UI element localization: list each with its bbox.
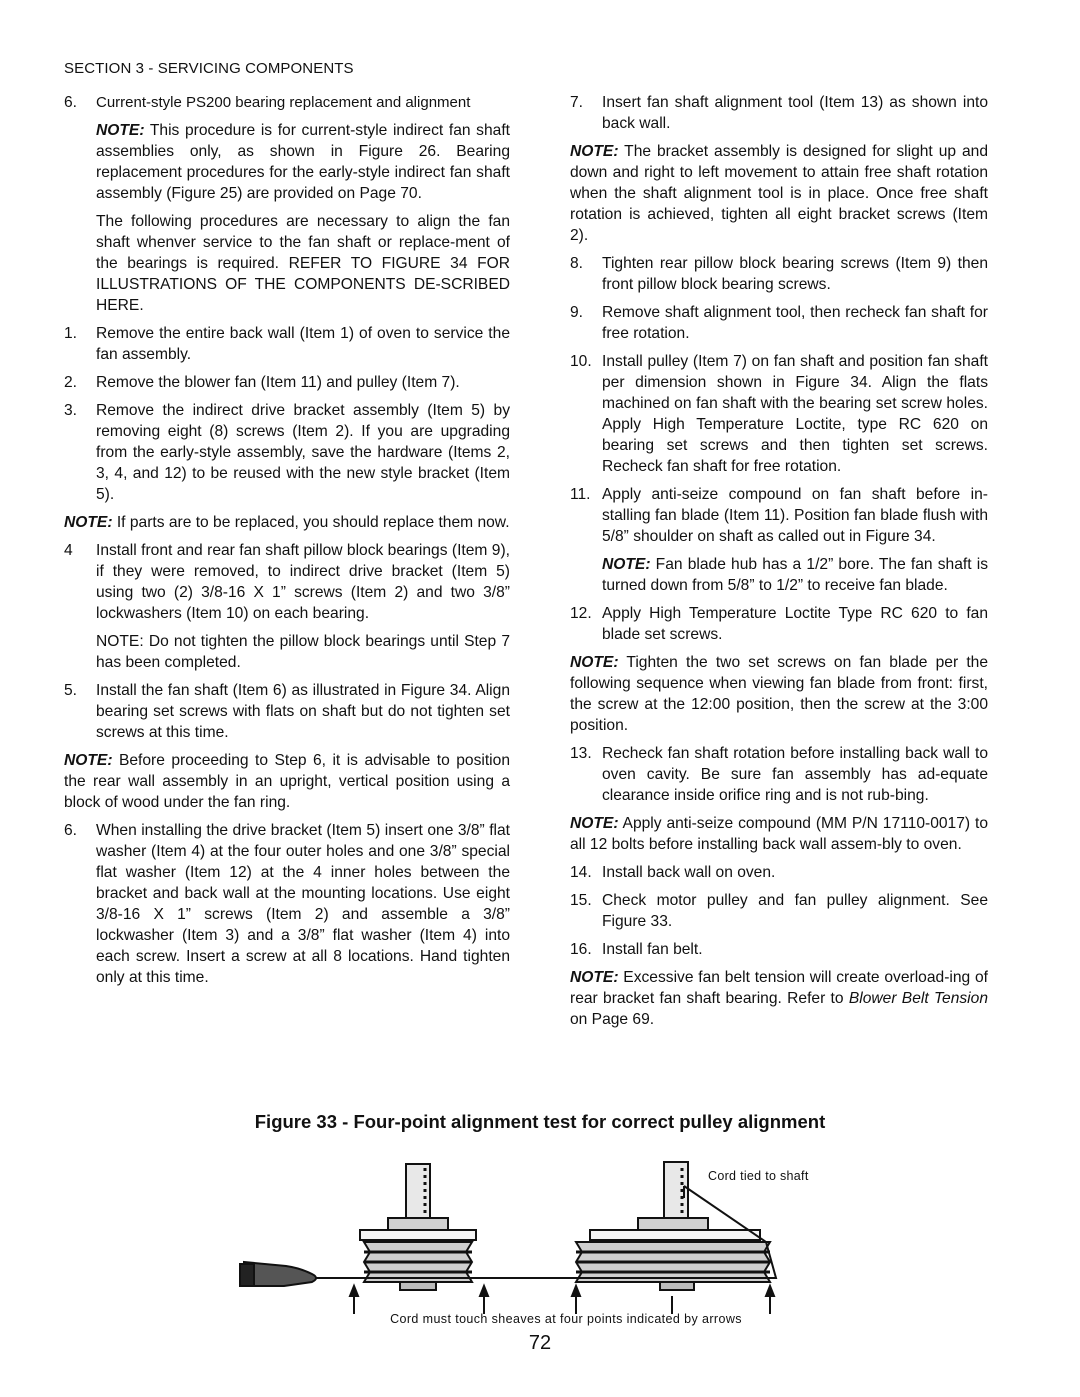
paragraph: The following procedures are necessary to align the fan shaft whenver service to the fan shaft or replace-ment of the bearings is required. REFER TO FIGURE 34 FOR ILLUSTRATIONS OF THE COMPONENTS DE-SCRIBED HERE. [96, 213, 510, 314]
note-text: Tighten the two set screws on fan blade per the following sequence when viewing fan blade from front: first, the screw at the 12:00 position, then the screw at the 3:00 position. [570, 654, 988, 734]
left-column [64, 92, 510, 995]
step-text: Remove the blower fan (Item 11) and pulley (Item 7). [96, 374, 460, 391]
note [570, 813, 988, 855]
step-text: Apply High Temperature Loctite Type RC 620 to fan blade set screws. [602, 605, 988, 643]
note-text: Apply anti-seize compound (MM P/N 17110-0017) to all 12 bolts before installing back wall assem-bly to oven. [570, 815, 988, 853]
cord-label: Cord tied to shaft [708, 1169, 809, 1183]
step-text: Install back wall on oven. [602, 864, 776, 881]
step-item [570, 890, 988, 932]
step-text: Insert fan shaft alignment tool (Item 13) as shown into back wall. [602, 94, 988, 132]
pulley-alignment-illustration [230, 1138, 830, 1318]
step-item [64, 323, 510, 365]
motor-pulley [360, 1164, 476, 1290]
note [64, 750, 510, 813]
step-number: 6. [64, 94, 78, 111]
step-number: 4 [64, 542, 73, 559]
step-item [570, 253, 988, 295]
note-text: The bracket assembly is designed for slight up and down and right to left movement to attain free shaft rotation when the shaft alignment tool is in place. Once free shaft rotation is achieved, tighten all eight bracket screws (Item 2). [570, 143, 988, 244]
up-arrow-icon [766, 1286, 774, 1314]
step-number: 2. [64, 374, 78, 391]
step-text: Remove the indirect drive bracket assembly (Item 5) by removing eight (8) screws (Item 2). If you are upgrading from the early-style assembly, save the hardware (Items 2, 3, 4, and 12) to be reused with the new style bracket (Item 5). [96, 402, 510, 503]
section-header: SECTION 3 - SERVICING COMPONENTS [64, 60, 354, 77]
figure-title: Figure 33 - Four-point alignment test for correct pulley alignment [254, 1111, 826, 1132]
note [602, 554, 988, 596]
step-item [570, 603, 988, 645]
note-label: NOTE: [64, 752, 113, 769]
step-number: 7. [570, 94, 584, 111]
step-number: 12. [570, 605, 592, 622]
step-text: Install front and rear fan shaft pillow block bearings (Item 9), if they were removed, to indirect drive bracket (Item 5) using two (2) 3/8-16 X 1” screws (Item 2) and two 3/8” lockwashers (Item 10) on each bearing. [96, 542, 510, 622]
step-item [64, 820, 510, 988]
step-number: 11. [570, 486, 591, 503]
step-item [570, 92, 988, 134]
step-item [570, 862, 988, 883]
hand-icon [240, 1262, 316, 1286]
step-text: Install fan belt. [602, 941, 703, 958]
step-item [570, 939, 988, 960]
step-text: Install the fan shaft (Item 6) as illustrated in Figure 34. Align bearing set screws with flats on shaft but do not tighten set screws at this time. [96, 682, 510, 741]
step-number: 13. [570, 745, 592, 762]
note-label: NOTE: [64, 514, 113, 531]
note-text: Excessive fan belt tension will create overload-ing of rear bracket fan shaft bearing. Refer to [570, 969, 988, 1007]
note-text: Before proceeding to Step 6, it is advisable to position the rear wall assembly in an upright, vertical position using a block of wood under the fan ring. [64, 752, 510, 811]
up-arrow-icon [480, 1286, 488, 1314]
step-number: 3. [64, 402, 78, 419]
step-text: Install pulley (Item 7) on fan shaft and position fan shaft per dimension shown in Figure 34. Align the flats machined on fan shaft with the bearing set screw holes. Apply High Temperature Loctite, type RC 620 on bearing set screws and then tighten set screws. Recheck fan shaft for free rotation. [602, 353, 988, 475]
step-text: Recheck fan shaft rotation before installing back wall to oven cavity. Be sure fan assembly has ad-equate clearance inside orifice ring and is not rub-bing. [602, 745, 988, 804]
cross-reference: Blower Belt Tension [848, 990, 988, 1007]
step-number: 9. [570, 304, 584, 321]
step-number: 8. [570, 255, 584, 272]
step-number: 14. [570, 864, 592, 881]
note-text: If parts are to be replaced, you should replace them now. [112, 514, 510, 531]
step-text: Remove shaft alignment tool, then recheck fan shaft for free rotation. [602, 304, 988, 342]
note-label: NOTE: [602, 556, 651, 573]
step-text: Tighten rear pillow block bearing screws (Item 9) then front pillow block bearing screws. [602, 255, 988, 293]
step-text: Check motor pulley and fan pulley alignment. See Figure 33. [602, 892, 988, 930]
note-label: NOTE: [570, 143, 619, 160]
step-list [570, 862, 988, 960]
step-item [570, 302, 988, 344]
note-label: NOTE: [570, 654, 619, 671]
step-text: Current-style PS200 bearing replacement and alignment [96, 94, 471, 111]
procedure-title [64, 92, 510, 113]
step-item [64, 680, 510, 743]
note-text: Fan blade hub has a 1/2” bore. The fan shaft is turned down from 5/8” to 1/2” to receive fan blade. [602, 556, 988, 594]
up-arrow-icon [350, 1286, 358, 1314]
note [570, 141, 988, 246]
step-item [64, 400, 510, 505]
step-text: Apply anti-seize compound on fan shaft before in-stalling fan blade (Item 11). Position fan blade flush with 5/8” shoulder on shaft as called out in Figure 34. [602, 486, 988, 545]
step-number: 10. [570, 353, 592, 370]
page-number: 72 [528, 1332, 552, 1354]
step-number: 15. [570, 892, 592, 909]
step-item [64, 540, 510, 624]
step-list [64, 323, 510, 505]
step-number: 5. [64, 682, 78, 699]
step-number: 6. [64, 822, 78, 839]
up-arrow-icon [572, 1286, 580, 1314]
note: NOTE: Do not tighten the pillow block bearings until Step 7 has been completed. [96, 633, 510, 671]
note [570, 967, 988, 1030]
note-label: NOTE: [570, 815, 619, 832]
note [570, 652, 988, 736]
step-number: 16. [570, 941, 592, 958]
note-text: on Page 69. [570, 1011, 655, 1028]
step-text: When installing the drive bracket (Item 5) insert one 3/8” flat washer (Item 4) at the four outer holes and one 3/8” special flat washer (Item 12) at the 4 inner holes between the bracket and back wall at the mounting locations. Use eight 3/8-16 X 1” screws (Item 2) and assemble a 3/8” lockwasher (Item 3) and a 3/8” flat washer (Item 4) into each screw. Insert a screw at all 8 locations. Hand tighten only at this time. [96, 822, 510, 986]
note-text: This procedure is for current-style indirect fan shaft assemblies only, as shown in Figure 26. Bearing replacement procedures for the early-style indirect fan shaft assembly (Figure 25) are provided on Page 70. [96, 122, 510, 202]
step-text: Remove the entire back wall (Item 1) of oven to service the fan assembly. [96, 325, 510, 363]
figure-caption: Cord must touch sheaves at four points indicated by arrows [390, 1312, 742, 1326]
step-item [64, 372, 510, 393]
step-item [570, 484, 988, 547]
step-item [570, 351, 988, 477]
note-label: NOTE: [570, 969, 619, 986]
step-number: 1. [64, 325, 78, 342]
right-column [570, 92, 988, 1037]
note [96, 120, 510, 204]
step-list [570, 253, 988, 547]
step-item [570, 743, 988, 806]
note [64, 512, 510, 533]
note-label: NOTE: [96, 122, 145, 139]
